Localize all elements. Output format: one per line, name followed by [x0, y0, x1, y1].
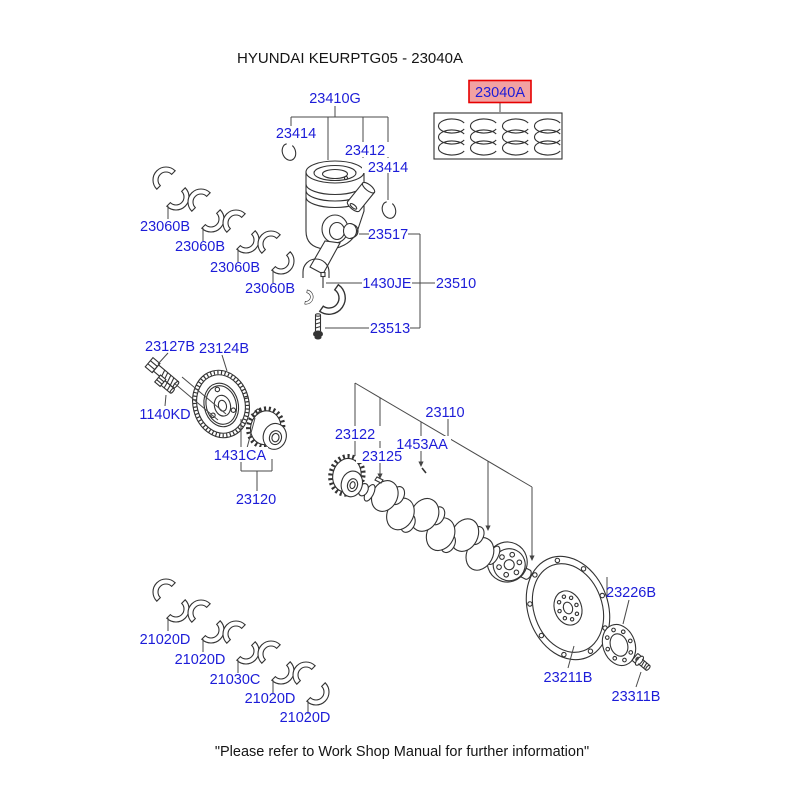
part-label-center-bearing[interactable]: 21030C [209, 672, 261, 688]
page-title: HYUNDAI KEURPTG05 - 23040A [237, 50, 463, 67]
dowel-pin-art [422, 468, 426, 473]
part-label-small-bolt[interactable]: 1140KD [139, 407, 191, 423]
part-label-woodruff-key[interactable]: 1431CA [213, 448, 267, 464]
rod-bolt-art [313, 314, 323, 340]
pulley-bolt-art [145, 358, 181, 391]
part-label-crankshaft-pulley[interactable]: 23124B [199, 341, 249, 357]
part-label-rod-stud[interactable]: 1430JE [362, 276, 412, 292]
part-label-rod-assembly[interactable]: 23510 [435, 276, 477, 292]
part-label-piston-pin[interactable]: 23412 [344, 143, 386, 159]
part-label-crankshaft-sprocket[interactable]: 23120 [235, 492, 277, 508]
crankshaft-sprocket-art [244, 405, 292, 452]
snap-ring-icon-right [380, 200, 398, 220]
part-label-main-bearing-4[interactable]: 21020D [279, 710, 331, 726]
part-label-crankshaft-gear[interactable]: 23122 [334, 427, 376, 443]
snap-ring-icon-left [280, 142, 298, 162]
part-label-rod-bearing-1[interactable]: 23060B [140, 219, 190, 235]
rod-bushing-art [344, 224, 359, 239]
part-label-rod-bolt[interactable]: 23513 [369, 321, 411, 337]
part-label-piston-kit[interactable]: 23410G [309, 91, 361, 107]
part-label-dowel-pin[interactable]: 1453AA [396, 437, 448, 453]
part-label-rod-bearing-3[interactable]: 23060B [210, 260, 260, 276]
part-label-crankshaft[interactable]: 23110 [425, 405, 465, 421]
part-label-snap-ring-right[interactable]: 23414 [367, 160, 409, 176]
part-label-main-bearing-1[interactable]: 21020D [139, 632, 191, 648]
piston-ring-set-art [434, 103, 562, 159]
part-label-drive-plate[interactable]: 23211B [543, 670, 593, 686]
part-label-main-bearing-3[interactable]: 21020D [244, 691, 296, 707]
crankshaft-art [347, 467, 541, 594]
part-label-crankshaft-key[interactable]: 23125 [361, 449, 403, 465]
part-label-drive-plate-bolt[interactable]: 23311B [611, 689, 661, 705]
part-label-piston-ring-set[interactable]: 23040A [475, 85, 525, 101]
part-label-rod-bushing[interactable]: 23517 [367, 227, 409, 243]
part-label-snap-ring-left[interactable]: 23414 [275, 126, 317, 142]
crankshaft-pulley-art [186, 364, 257, 444]
part-label-rod-bearing-2[interactable]: 23060B [175, 239, 225, 255]
part-label-adapter-plate[interactable]: 23226B [606, 585, 656, 601]
crankshaft-key-art [375, 477, 383, 483]
part-label-rod-bearing-4[interactable]: 23060B [245, 281, 295, 297]
footer-note: "Please refer to Work Shop Manual for further information" [214, 744, 590, 760]
part-label-pulley-bolt[interactable]: 23127B [145, 339, 195, 355]
part-label-main-bearing-2[interactable]: 21020D [174, 652, 226, 668]
